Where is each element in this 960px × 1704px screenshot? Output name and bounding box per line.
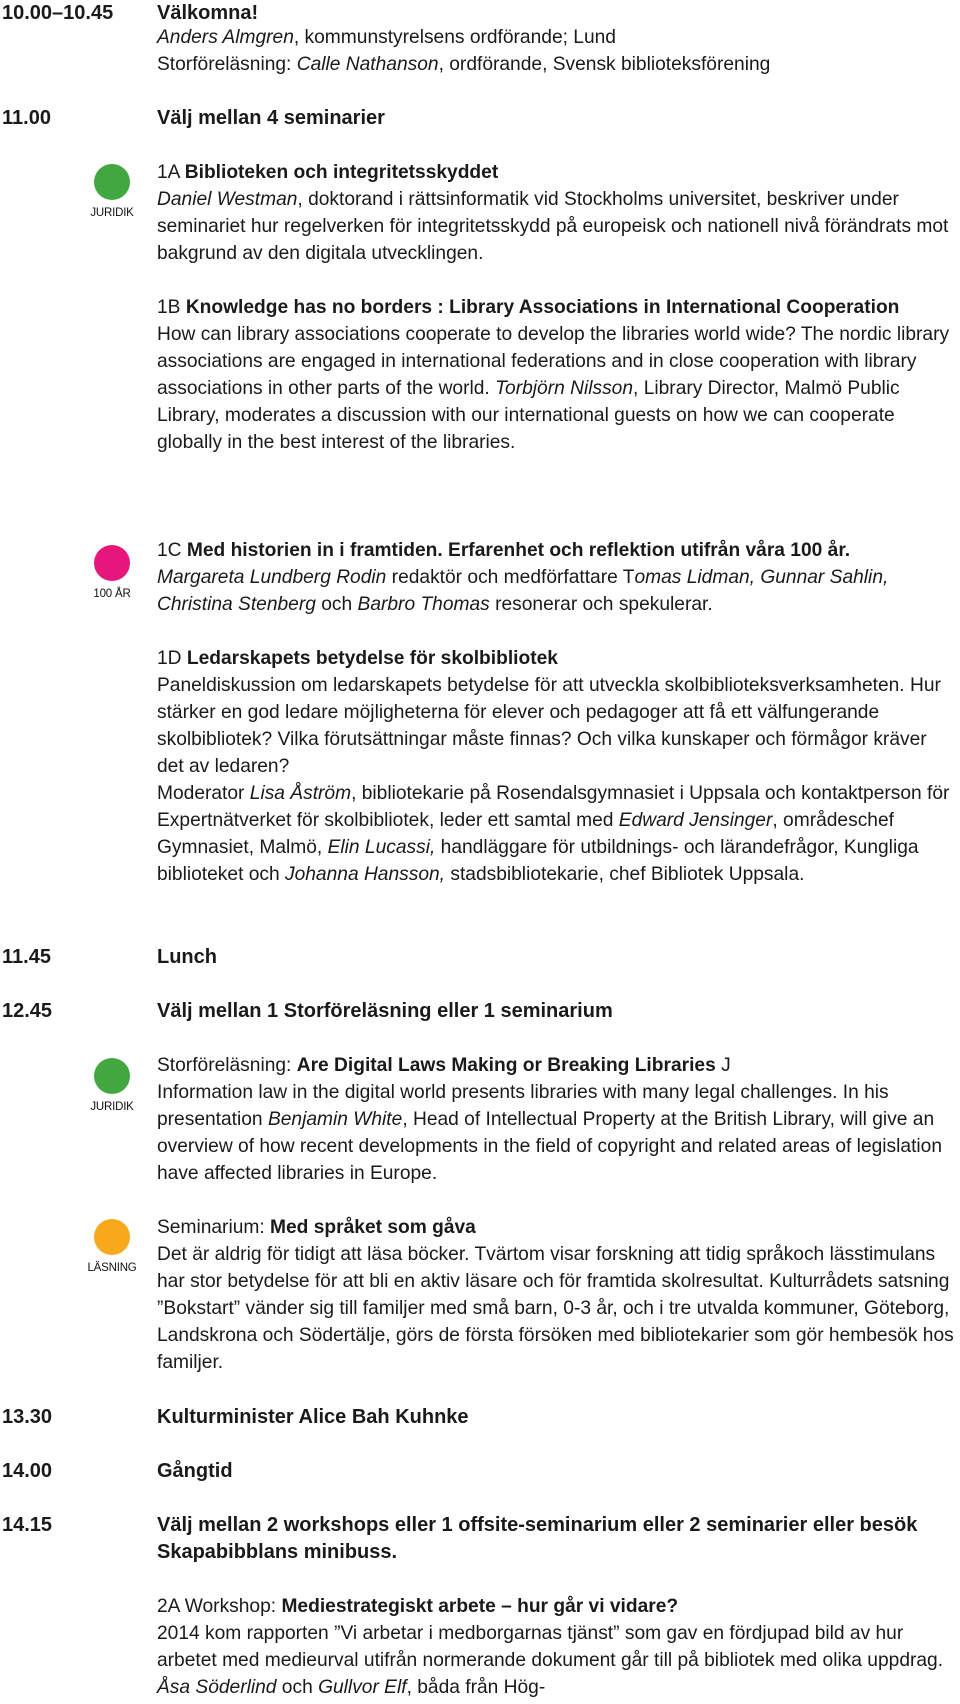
seminar-description: resonerar och spekulerar. [489,594,713,615]
seminar-1a [157,159,957,267]
keynote-lecture [157,1052,957,1187]
workshop-label: 2A Workshop: [157,1596,282,1617]
workshop-description: , båda från Hög- [406,1677,546,1698]
seminar-description: , bibliotekarie på Rosendalsgymnasiet i Uppsala och kontaktperson för Expertnätverket för skolbibliotek, leder ett samtal med [157,783,950,831]
seminar-1b [157,294,957,456]
workshop-description: och [276,1677,319,1698]
time-label: 12.45 [2,1000,53,1022]
green-circle-icon [94,164,130,200]
session-heading: Välj mellan 1 Storföreläsning eller 1 seminarium [157,1000,613,1022]
time-label: 11.00 [2,107,51,129]
speaker-name: Edward Jensinger [618,810,773,831]
lecture-description: , Head of Intellectual Property at the British Library, will give an overview of how recent developments in the field of copyright and related areas of legislation have affected libraries in Europe. [157,1109,943,1184]
seminar-label: Seminarium: [157,1217,271,1238]
lecture-label: Storföreläsning: [157,54,297,75]
seminar-title: Knowledge has no borders : Library Associations in International Cooperation [185,297,900,318]
session-heading: Lunch [157,946,217,968]
seminar-description: redaktör och medförfattare T [386,567,635,588]
welcome-details [157,24,957,78]
seminar-code: 1B [157,297,186,318]
speaker-role: , kommunstyrelsens ordförande; Lund [293,27,616,48]
speaker-name: Margareta Lundberg Rodin [157,567,387,588]
badge-label-100-ar: 100 ÅR [93,588,131,600]
seminar-description: Moderator [157,783,250,804]
seminar-title: Ledarskapets betydelse för skolbibliotek [186,648,558,669]
lecture-label: Storföreläsning: [157,1055,297,1076]
seminar-code: 1C [157,540,187,561]
seminar-description: Det är aldrig för tidigt att läsa böcker. Tvärtom visar forskning att tidig språkoch lässtimulans har stor betydelse för att bli en aktiv läsare och för framtida skolresultat. Kulturrådets satsning ”Bokstart” vänder sig till familjer med små barn, 0-3 år, och i tre utvalda kommuner, Göteborg, Landskrona och Södertälje, görs de första försöken med bibliotekarier som gör hembesök hos familjer. [157,1244,954,1373]
green-circle-icon [94,1058,130,1094]
seminar-code: 1D [157,648,187,669]
session-heading: Välkomna! [157,2,259,24]
seminar-description: stadsbibliotekarie, chef Bibliotek Uppsala. [445,864,805,885]
lecture-description: Information law in the digital world presents libraries with many legal challenges. In his presentation [157,1082,889,1130]
speaker-name: Elin Lucassi, [327,837,436,858]
speaker-name: Gullvor Elf [318,1677,407,1698]
time-label: 11.45 [2,946,51,968]
time-label: 10.00–10.45 [2,2,114,24]
speaker-name: Barbro Thomas [357,594,490,615]
time-label: 14.15 [2,1514,53,1536]
pink-circle-icon [94,545,130,581]
seminar-description: , områdeschef Gymnasiet, Malmö, [157,810,894,858]
workshop-title: Mediestrategiskt arbete – hur går vi vidare? [281,1596,679,1617]
seminar-description: och [315,594,358,615]
speaker-name: Calle Nathanson [296,54,439,75]
seminar-code: 1A [157,162,185,183]
workshop-description: 2014 kom rapporten ”Vi arbetar i medborgarnas tjänst” som gav en fördjupad bild av hur arbetet med medieurval utifrån normerande dokument går till på bibliotek med olika uppdrag. [157,1623,944,1671]
time-label: 14.00 [2,1460,53,1482]
seminar-description: , doktorand i rättsinformatik vid Stockholms universitet, beskriver under seminariet hur regelverken för integritetsskydd på europeisk och nationell nivå förändrats mot bakgrund av den digitala utvecklingen. [157,189,949,264]
speaker-name: Benjamin White [267,1109,403,1130]
speaker-role: , ordförande, Svensk biblioteksförening [438,54,771,75]
seminar-description: , Library Director, Malmö Public Library, moderates a discussion with our international guests on how we can cooperate globally in the best interest of the libraries. [157,378,900,453]
speaker-name: Lisa Åström [249,783,352,804]
speaker-name: Torbjörn Nilsson [495,378,634,399]
seminar-1c [157,537,957,618]
badge-label-lasning: LÄSNING [87,1262,137,1274]
workshop-2a [157,1593,957,1701]
seminar-description: Paneldiskussion om ledarskapets betydelse för att utveckla skolbiblioteksverksamheten. Hur stärker en god ledare möjligheterna för elever och pedagoger att få ett välfungerande skolbibliotek? Vilka förutsättningar måste finnas? Och vilka kunskaper och förmågor kräver det av ledaren? [157,675,941,777]
seminar-description: handläggare för utbildnings- och lärandefrågor, Kungliga biblioteket och [157,837,919,885]
seminar-title: Med historien in i framtiden. Erfarenhet och reflektion utifrån våra 100 år. [186,540,851,561]
session-heading: Kulturminister Alice Bah Kuhnke [157,1406,469,1428]
seminar-1d [157,645,957,888]
seminar-language [157,1214,957,1376]
speaker-name: Daniel Westman [157,189,298,210]
orange-circle-icon [94,1219,130,1255]
speaker-name: Johanna Hansson, [285,864,446,885]
seminar-title: Med språket som gåva [270,1217,476,1238]
time-label: 13.30 [2,1406,53,1428]
lecture-title-suffix: J [715,1055,731,1076]
seminar-description: How can library associations cooperate to develop the libraries world wide? The nordic library associations are engaged in international federations and in close cooperation with library associations in other parts of the world. [157,324,950,399]
speaker-name: Anders Almgren [157,27,294,48]
session-heading: Välj mellan 4 seminarier [157,107,385,129]
session-heading: Välj mellan 2 workshops eller 1 offsite-seminarium eller 2 seminarier eller besök Skapabibblans minibuss. [157,1514,918,1563]
lecture-title: Are Digital Laws Making or Breaking Libraries [296,1055,716,1076]
speaker-name: omas Lidman, Gunnar Sahlin, Christina Stenberg [157,567,889,615]
badge-label-juridik: JURIDIK [90,1101,134,1113]
seminar-title: Biblioteken och integritetsskyddet [184,162,499,183]
speaker-name: Åsa Söderlind [157,1677,277,1698]
session-heading: Gångtid [157,1460,233,1482]
badge-label-juridik: JURIDIK [90,207,134,219]
